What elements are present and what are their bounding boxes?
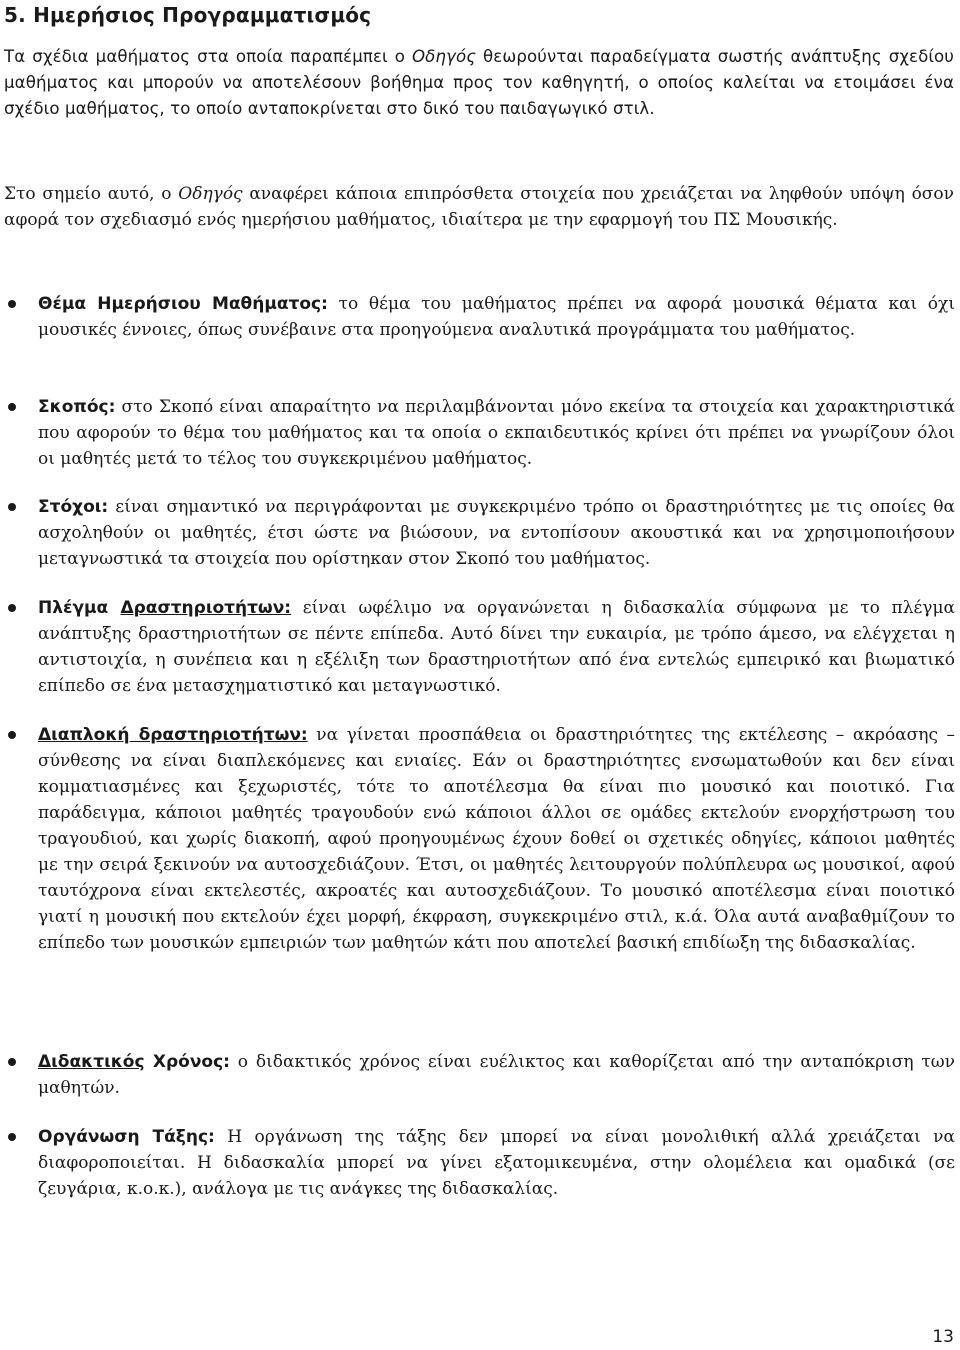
intro-paragraph-1 [4, 44, 954, 122]
item-term: Οργάνωση Τάξης: [38, 1127, 215, 1147]
item-description: είναι σημαντικό να περιγράφονται με συγκεκριμένο τρόπο οι δραστηριότητες με τις οποίες θα ασχοληθούν οι μαθητές, έτσι ώστε να βιώσουν, να εντοπίσουν ακουστικά και να χρησιμοποιήσουν μεταγνωστικά τα στοιχεία που ορίστηκαν στον Σκοπό του μαθήματος. [38, 497, 955, 569]
list-item-text [38, 291, 955, 343]
intro-text: αναφέρει κάποια επιπρόσθετα στοιχεία που χρειάζεται να ληφθούν υπόψη όσον αφορά τον σχεδιασμό ενός ημερήσιου μαθήματος, ιδιαίτερα με την εφαρμογή του ΠΣ Μουσικής. [4, 184, 954, 230]
intro-text: Στο σημείο αυτό, ο [4, 184, 179, 204]
item-description: Η οργάνωση της τάξης δεν μπορεί να είναι μονολιθική αλλά χρειάζεται να διαφοροποιείται. Η διδασκαλία μπορεί να γίνει εξατομικευμένα, στην ολομέλεια και ομαδικά (σε ζευγάρια, κ.ο.κ.), ανάλογα με τις ανάγκες της διδασκαλίας. [38, 1127, 955, 1199]
item-description: είναι ωφέλιμο να οργανώνεται η διδασκαλία σύμφωνα με το πλέγμα ανάπτυξης δραστηριοτήτων σε πέντε επίπεδα. Αυτό δίνει την ευκαιρία, με τρόπο άμεσο, να ελέγχεται η αντιστοιχία, η συνέπεια και η εξέλιξη των δραστηριοτήτων από ένα εντελώς εμπειρικό και βιωματικό επίπεδο σε ένα μετασχηματιστικό και μεταγνωστικό. [38, 598, 955, 696]
intro-text: Τα σχέδια μαθήματος στα οποία παραπέμπει ο [4, 47, 412, 66]
list-item-text [38, 1049, 955, 1101]
item-term: Θέμα Ημερήσιου Μαθήματος: [38, 294, 328, 314]
bullet-icon [8, 604, 16, 612]
bullet-icon [8, 1058, 16, 1066]
item-description: ο διδακτικός χρόνος είναι ευέλικτος και καθορίζεται από την ανταπόκριση των μαθητών. [38, 1052, 955, 1098]
list-item-text [38, 1124, 955, 1202]
list-item-text [38, 595, 955, 699]
item-term: Στόχοι: [38, 497, 109, 517]
section-heading: 5. Ημερήσιος Προγραμματισμός [4, 3, 372, 27]
item-term-underlined: Δραστηριοτήτων: [120, 598, 292, 618]
item-term-underlined: Διαπλοκή [38, 725, 130, 745]
item-description: το θέμα του μαθήματος πρέπει να αφορά μουσικά θέματα και όχι μουσικές έννοιες, όπως συνέβαινε στα προηγούμενα αναλυτικά προγράμματα του μαθήματος. [38, 294, 956, 340]
item-term: Χρόνος: [144, 1052, 230, 1072]
item-term: Σκοπός: [38, 397, 116, 417]
item-term-underlined: δραστηριοτήτων: [129, 725, 308, 745]
item-description: στο Σκοπό είναι απαραίτητο να περιλαμβάνονται μόνο εκείνα τα στοιχεία και χαρακτηριστικά που αφορούν το θέμα του μαθήματος και τα οποία ο εκπαιδευτικός κρίνει ότι πρέπει να γνωρίζουν όλοι οι μαθητές μετά το τέλος του συγκεκριμένου μαθήματος. [38, 397, 955, 469]
page-number: 13 [932, 1327, 954, 1347]
bullet-icon [8, 503, 16, 511]
bullet-icon [8, 731, 16, 739]
guide-emphasis: Οδηγός [178, 184, 243, 204]
list-item-text [38, 394, 955, 472]
list-item-text [38, 722, 955, 956]
bullet-icon [8, 403, 16, 411]
guide-emphasis: Οδηγός [412, 47, 477, 66]
intro-paragraph-2 [4, 181, 954, 233]
intro-text: θεωρούνται παραδείγματα σωστής ανάπτυξης σχεδίου μαθήματος και μπορούν να αποτελέσουν βοήθημα προς τον καθηγητή, ο οποίος καλείται να ετοιμάσει ένα σχέδιο μαθήματος, το οποίο ανταποκρίνεται στο δικό του παιδαγωγικό στιλ. [4, 47, 954, 118]
item-term: Πλέγμα [38, 598, 121, 618]
bullet-icon [8, 1133, 16, 1141]
item-description: να γίνεται προσπάθεια οι δραστηριότητες της εκτέλεσης – ακρόασης – σύνθεσης να είναι διαπλεκόμενες και ενιαίες. Εάν οι δραστηριότητες ενσωματωθούν και δεν είναι κομματιασμένες και ξεχωριστές, τότε το αποτέλεσμα θα είναι πιο μουσικό και ποιοτικό. Για παράδειγμα, κάποιοι μαθητές τραγουδούν ενώ κάποιοι άλλοι σε ομάδες εκτελούν ενορχήστρωση του τραγουδιού, και χωρίς διακοπή, αφού προηγουμένως έχουν δοθεί οι σχετικές οδηγίες, κάποιοι μαθητές με την σειρά ξεκινούν να αυτοσχεδιάζουν. Έτσι, οι μαθητές λειτουργούν πολύπλευρα ως μουσικοί, αφού ταυτόχρονα είναι εκτελεστές, ακροατές και αυτοσχεδιάζουν. Το μουσικό αποτέλεσμα είναι ποιοτικό γιατί η μουσική που εκτελούν έχει μορφή, έκφραση, συγκεκριμένο στιλ, κ.ά. Όλα αυτά αναβαθμίζουν το επίπεδο των μουσικών εμπειριών των μαθητών κάτι που αποτελεί βασική επιδίωξη της διδασκαλίας. [38, 725, 955, 953]
bullet-icon [8, 300, 16, 308]
list-item-text [38, 494, 955, 572]
item-term-underlined: Διδακτικός [38, 1052, 145, 1072]
